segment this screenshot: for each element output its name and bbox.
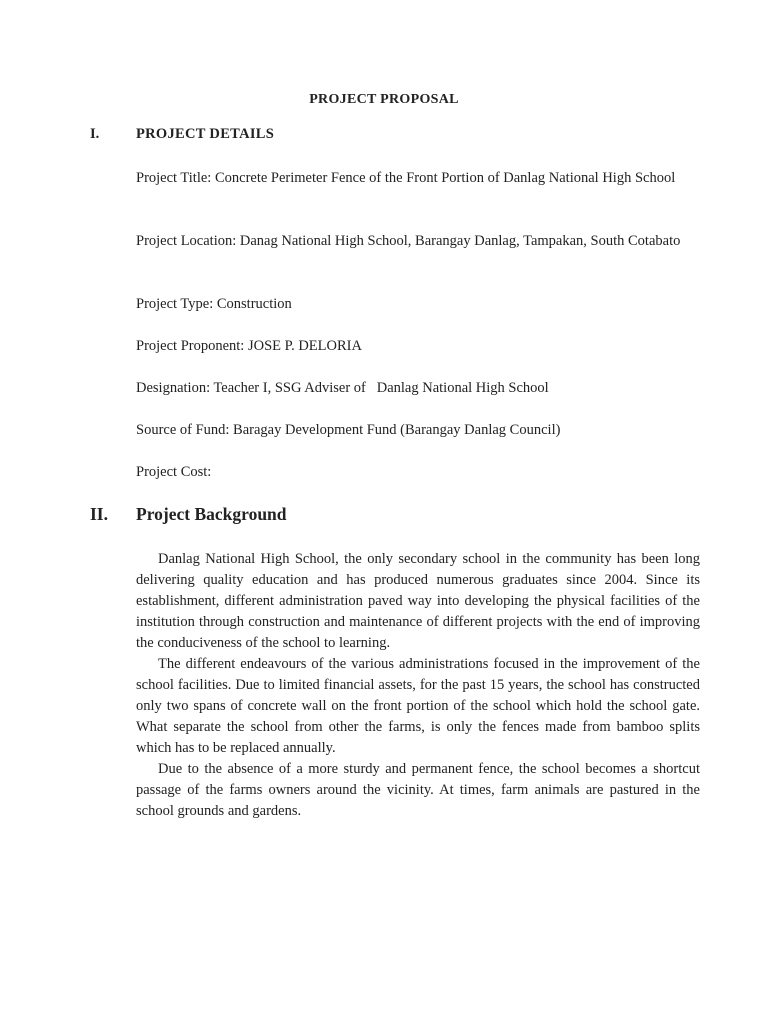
background-paragraph: Danlag National High School, the only secondary school in the community has been long delivering quality education and has produced numerous graduates since 2004. Since its establishment, different administration paved way into developing the physical facilities of the institution through construction and maintenance of different projects with the end of improving the conduciveness of the school to learning. <box>136 551 700 651</box>
document-title: PROJECT PROPOSAL <box>309 92 459 107</box>
section-2-number: II. <box>90 504 108 524</box>
project-proponent-item: Project Proponent: JOSE P. DELORIA <box>136 338 362 354</box>
designation-item: Designation: Teacher I, SSG Adviser of Danlag National High School <box>136 380 549 396</box>
section-1-heading: PROJECT DETAILS <box>136 126 275 142</box>
section-1-number: I. <box>90 126 100 142</box>
source-of-fund-item: Source of Fund: Baragay Development Fund (Barangay Danlag Council) <box>136 422 561 438</box>
section-2-heading: Project Background <box>136 504 287 524</box>
background-paragraph: The different endeavours of the various administrations focused in the improvement of the school facilities. Due to limited financial assets, for the past 15 years, the school has constructed only two spans of concrete wall on the front portion of the school which hold the school gate. What separate the school from other the farms, is only the fences made from bamboo splits which has to be replaced annually. <box>136 656 700 756</box>
background-paragraph: Due to the absence of a more sturdy and permanent fence, the school becomes a shortcut passage of the farms owners around the vicinity. At times, farm animals are pastured in the school grounds and gardens. <box>136 761 700 819</box>
project-title-item: Project Title: Concrete Perimeter Fence of the Front Portion of Danlag National High School <box>136 170 676 186</box>
project-background-body <box>136 549 700 822</box>
project-type-item: Project Type: Construction <box>136 296 292 312</box>
project-cost-item: Project Cost: <box>136 464 212 480</box>
project-location-item: Project Location: Danag National High School, Barangay Danlag, Tampakan, South Cotabato <box>136 233 681 249</box>
